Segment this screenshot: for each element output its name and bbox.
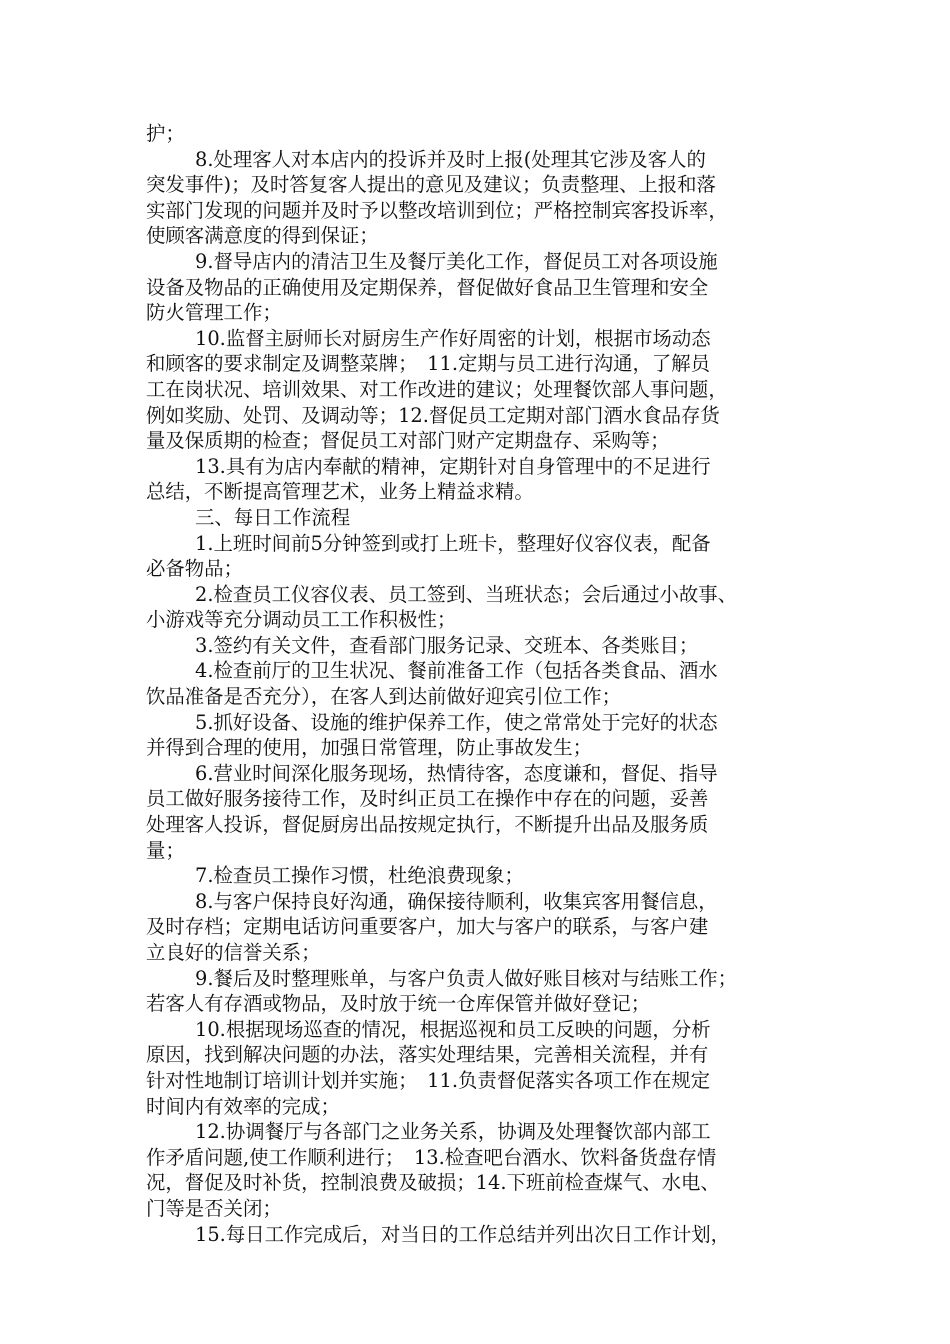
text-line: 和顾客的要求制定及调整菜牌； 11.定期与员工进行沟通，了解员 (146, 352, 711, 376)
text-line: 况，督促及时补货，控制浪费及破损；14.下班前检查煤气、水电、 (146, 1171, 720, 1195)
text-line: 并得到合理的使用，加强日常管理，防止事故发生； (146, 736, 592, 760)
text-line: 作矛盾问题,使工作顺利进行； 13.检查吧台酒水、饮料备货盘存情 (146, 1145, 717, 1169)
text-line: 6.营业时间深化服务现场，热情待客，态度谦和，督促、指导 (195, 761, 718, 785)
text-line: 13.具有为店内奉献的精神，定期针对自身管理中的不足进行 (195, 454, 711, 478)
text-line: 员工做好服务接待工作，及时纠正员工在操作中存在的问题，妥善 (146, 787, 709, 811)
text-line: 设备及物品的正确使用及定期保养，督促做好食品卫生管理和安全 (146, 275, 709, 299)
text-line: 针对性地制订培训计划并实施； 11.负责督促落实各项工作在规定 (146, 1068, 711, 1092)
text-line: 必备物品； (146, 557, 243, 581)
text-line: 立良好的信誉关系； (146, 941, 321, 964)
text-line: 处理客人投诉，督促厨房出品按规定执行，不断提升出品及服务质 (146, 813, 709, 837)
text-line: 10.监督主厨师长对厨房生产作好周密的计划，根据市场动态 (195, 326, 711, 350)
text-line: 时间内有效率的完成； (146, 1094, 340, 1118)
text-line: 9.督导店内的清洁卫生及餐厅美化工作，督促员工对各项设施 (195, 249, 718, 273)
text-line: 3.签约有关文件，查看部门服务记录、交班本、各类账目； (195, 633, 699, 657)
text-line: 量； (146, 838, 185, 862)
text-line: 量及保质期的检查；督促员工对部门财产定期盘存、采购等； (146, 429, 670, 453)
text-line: 12.协调餐厅与各部门之业务关系，协调及处理餐饮部内部工 (195, 1120, 711, 1144)
text-line: 工在岗状况、培训效果、对工作改进的建议；处理餐饮部人事问题， (146, 377, 728, 401)
text-line: 饮品准备是否充分），在客人到达前做好迎宾引位工作； (146, 685, 622, 709)
text-line: 5.抓好设备、设施的维护保养工作，使之常常处于完好的状态 (195, 710, 718, 734)
text-line: 突发事件)；及时答复客人提出的意见及建议；负责整理、上报和落 (146, 173, 716, 197)
text-line: 小游戏等充分调动员工工作积极性； (146, 608, 457, 632)
text-line: 及时存档；定期电话访问重要客户，加大与客户的联系，与客户建 (146, 915, 709, 939)
text-line: 2.检查员工仪容仪表、员工签到、当班状态；会后通过小故事、 (195, 582, 738, 606)
text-line: 9.餐后及时整理账单，与客户负责人做好账目核对与结账工作； (195, 966, 738, 990)
text-line: 若客人有存酒或物品，及时放于统一仓库保管并做好登记； (146, 992, 651, 1016)
text-line: 15.每日工作完成后，对当日的工作总结并列出次日工作计划， (195, 1222, 730, 1246)
text-line: 总结，不断提高管理艺术，业务上精益求精。 (146, 480, 534, 504)
text-line: 原因，找到解决问题的办法，落实处理结果，完善相关流程，并有 (146, 1043, 709, 1067)
text-line: 使顾客满意度的得到保证； (146, 224, 379, 248)
text-line: 护； (146, 122, 185, 145)
text-line: 8.与客户保持良好沟通，确保接待顺利，收集宾客用餐信息， (195, 889, 718, 913)
text-line: 8.处理客人对本店内的投诉并及时上报(处理其它涉及客人的 (195, 147, 706, 171)
text-line: 10.根据现场巡查的情况，根据巡视和员工反映的问题，分析 (195, 1017, 711, 1041)
text-line: 4.检查前厅的卫生状况、餐前准备工作（包括各类食品、酒水 (195, 659, 718, 683)
document-page (146, 121, 812, 1247)
text-line: 防火管理工作； (146, 301, 282, 325)
text-line: 门等是否关闭； (146, 1196, 282, 1220)
text-line: 7.检查员工操作习惯，杜绝浪费现象； (195, 864, 524, 888)
text-line: 三、每日工作流程 (195, 505, 351, 529)
text-line: 例如奖励、处罚、及调动等；12.督促员工定期对部门酒水食品存货 (146, 403, 720, 427)
text-line: 实部门发现的问题并及时予以整改培训到位；严格控制宾客投诉率， (146, 198, 728, 222)
text-line: 1.上班时间前5分钟签到或打上班卡，整理好仪容仪表，配备 (195, 531, 711, 555)
